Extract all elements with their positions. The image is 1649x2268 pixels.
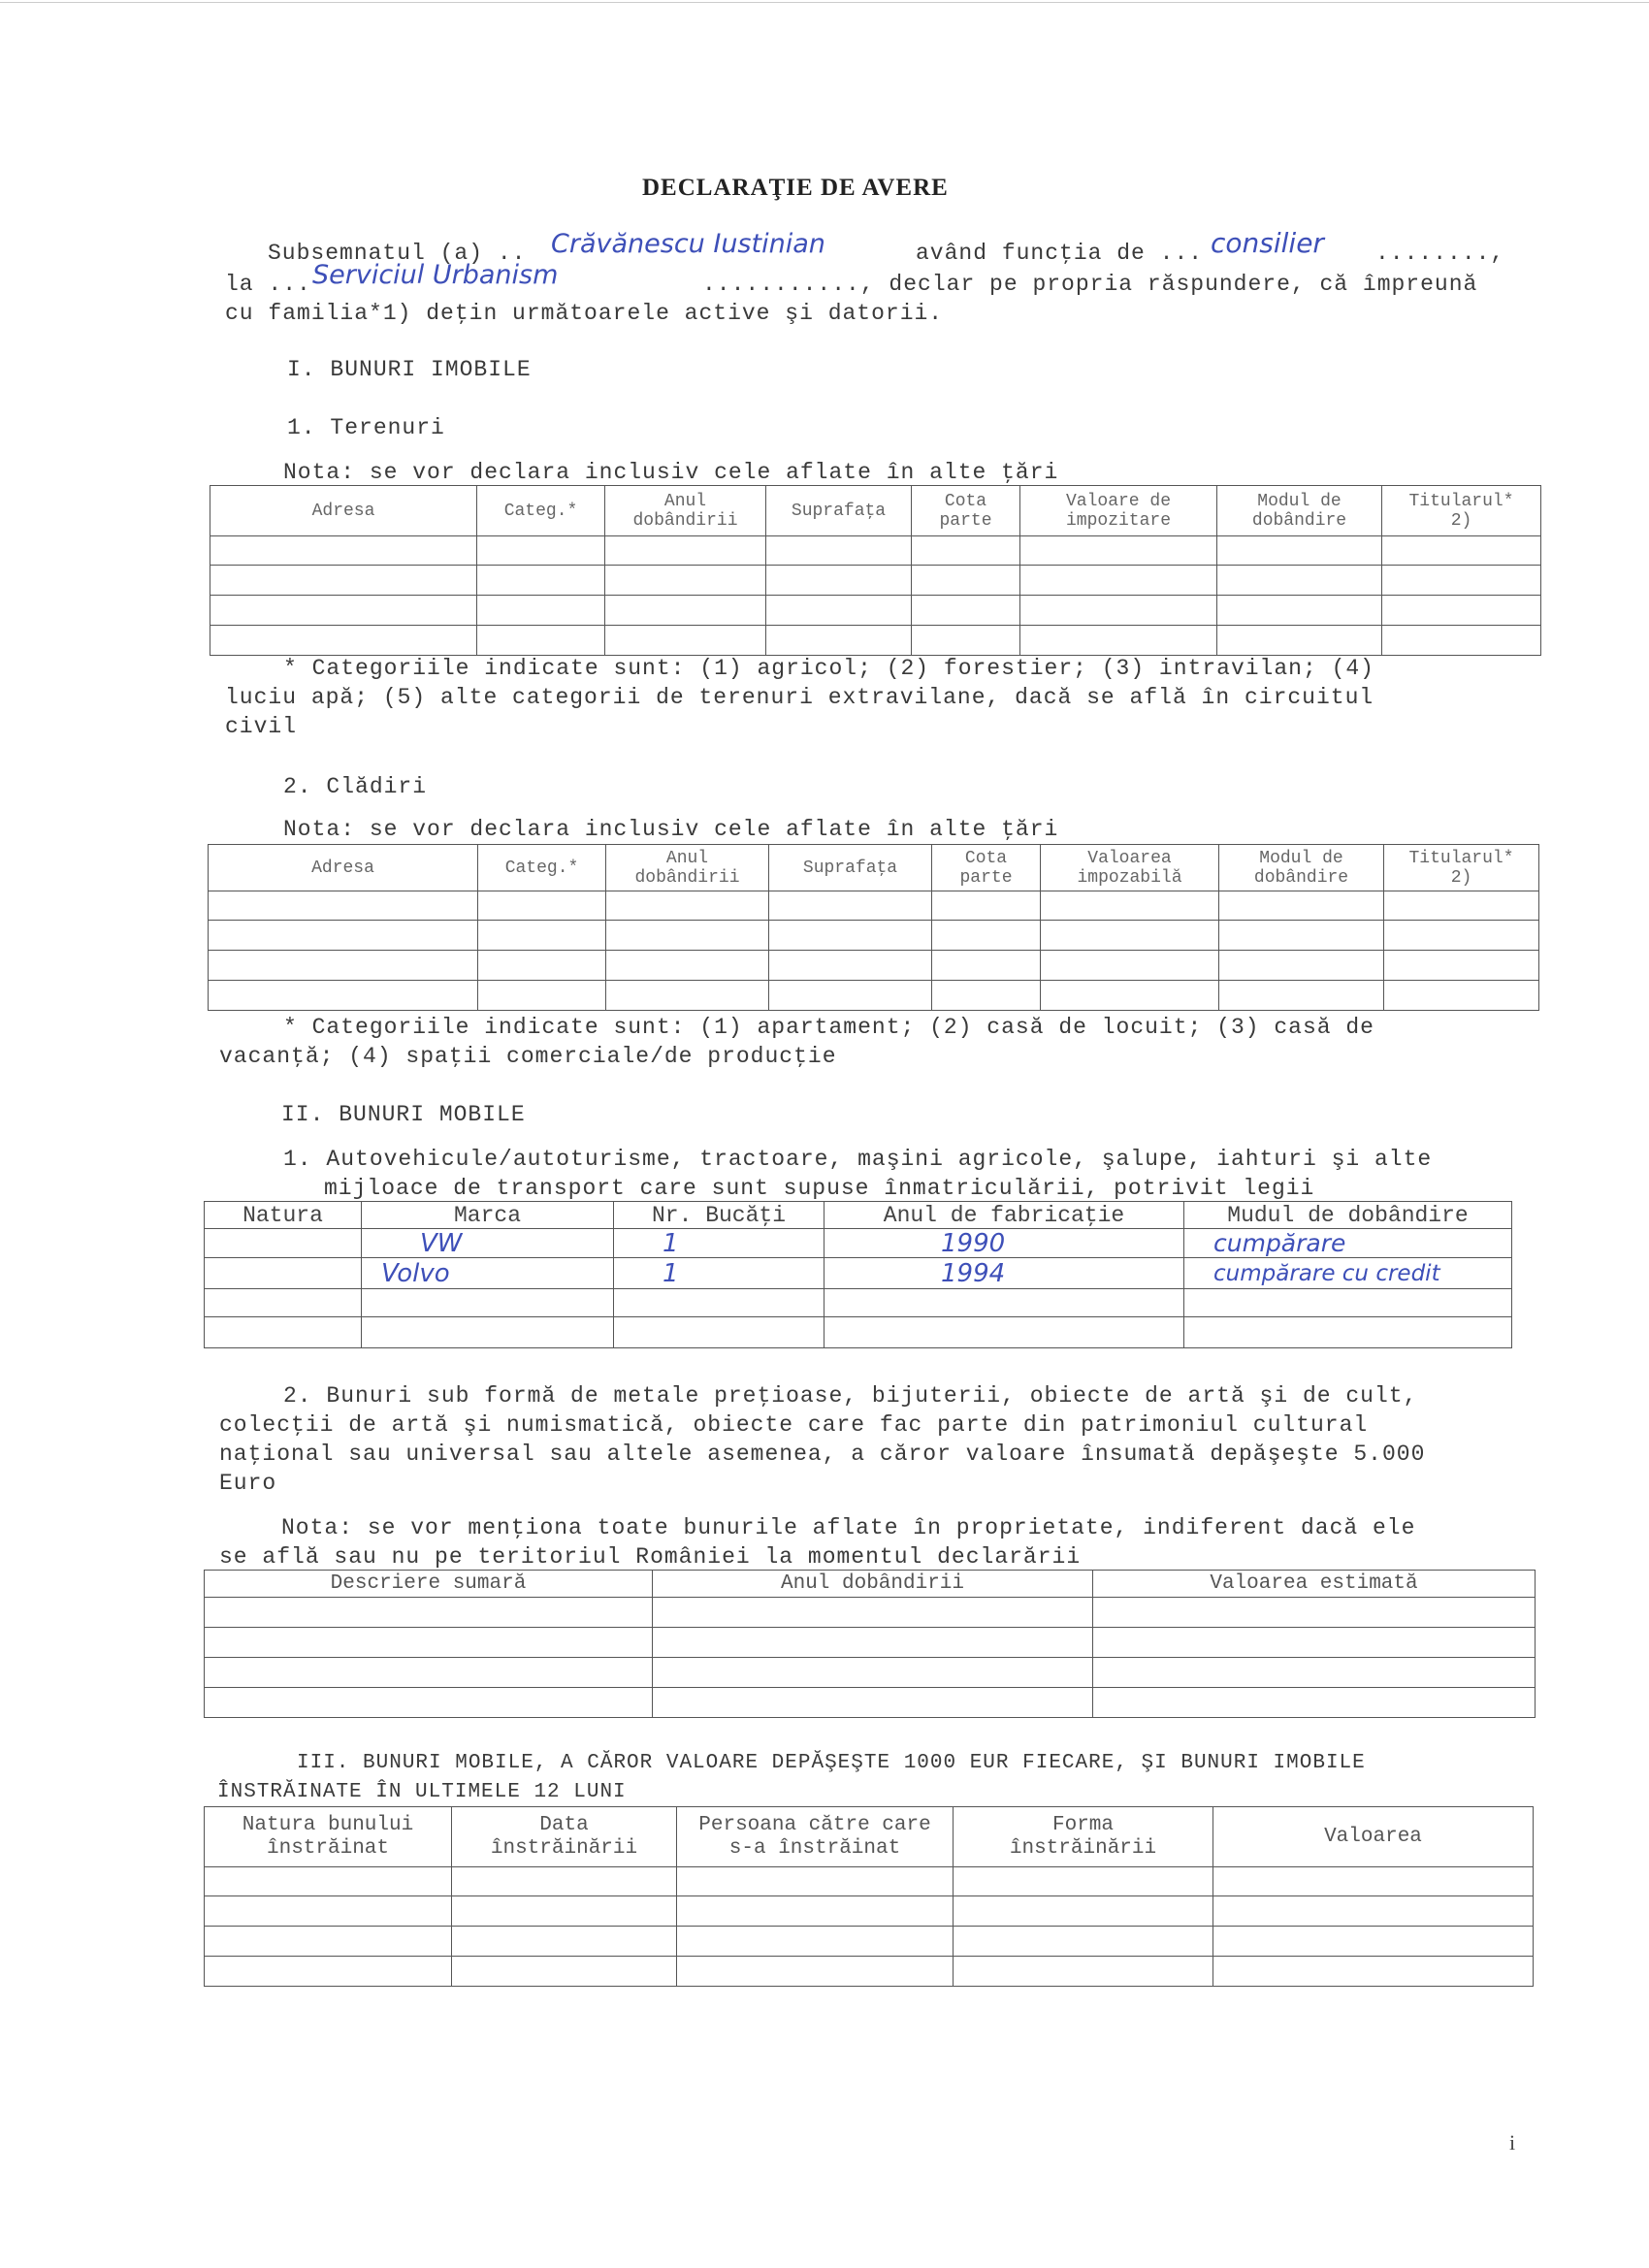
terenuri-col-header: Suprafaţa [766,486,912,536]
declarant-function[interactable]: consilier [1211,227,1324,259]
alienated-empty-row[interactable] [205,1867,1534,1896]
alienated-empty-row[interactable] [205,1896,1534,1927]
valuables-header-row [205,1571,1536,1598]
alienated-goods-table [204,1806,1534,1987]
intro-line2-prefix: la ... [225,272,311,297]
vehicles-col-header: Marca [362,1202,614,1229]
cladiri-col-header: Adresa [209,845,478,891]
terenuri-footnote-line: * Categoriile indicate sunt: (1) agricol; (2) forestier; (3) intravilan; (4) [283,656,1374,681]
alienated-empty-row[interactable] [205,1927,1534,1957]
terenuri-subheading: 1. Terenuri [287,415,445,440]
cladiri-col-header: Anul dobândirii [606,845,769,891]
terenuri-footnote-line: civil [225,714,298,739]
valuables-text-line: colecţii de artă şi numismatică, obiecte care fac parte din patrimoniul cultural [219,1412,1369,1438]
vehicle-an-cell[interactable]: 1994 [824,1258,1184,1289]
terenuri-empty-row[interactable] [210,596,1541,626]
cladiri-table [208,844,1539,1011]
vehicle-an-cell[interactable]: 1990 [824,1229,1184,1258]
cladiri-note: Nota: se vor declara inclusiv cele aflate în alte ţări [283,817,1059,842]
declarant-name[interactable]: Crăvănescu Iustinian [551,229,825,259]
valuables-empty-row[interactable] [205,1628,1536,1658]
alienated-col-header: Data înstrăinării [452,1807,677,1867]
declarant-institution[interactable]: Serviciul Urbanism [312,260,559,290]
valuables-text-line: 2. Bunuri sub formă de metale preţioase, bijuterii, obiecte de artă şi de cult, [283,1383,1418,1409]
intro-line3: cu familia*1) deţin următoarele active şi datorii. [225,301,944,326]
vehicle-empty-row[interactable] [205,1317,1512,1348]
intro-line1-mid: având funcţia de ... [916,241,1204,266]
intro-line1-prefix: Subsemnatul (a) .. [268,241,527,266]
valuables-note-line: se află sau nu pe teritoriul României la momentul declarării [219,1544,1082,1570]
vehicles-col-header: Natura [205,1202,362,1229]
cladiri-col-header: Valoarea impozabilă [1041,845,1219,891]
valuables-col-header: Anul dobândirii [653,1571,1093,1598]
document-title: DECLARAŢIE DE AVERE [642,175,949,201]
cladiri-subheading: 2. Clădiri [283,774,428,799]
valuables-note-line: Nota: se vor menţiona toate bunurile aflate în proprietate, indiferent dacă ele [281,1515,1416,1540]
terenuri-col-header: Valoare de impozitare [1020,486,1217,536]
terenuri-col-header: Anul dobândirii [605,486,766,536]
vehicle-bucati-cell[interactable]: 1 [614,1258,824,1289]
scan-edge-line [0,2,1649,3]
vehicle-empty-row[interactable] [205,1289,1512,1317]
terenuri-col-header: Cota parte [912,486,1020,536]
cladiri-header-row [209,845,1539,891]
terenuri-col-header: Modul de dobândire [1217,486,1382,536]
section-1-heading: I. BUNURI IMOBILE [287,357,532,382]
valuables-table [204,1570,1536,1718]
cladiri-empty-row[interactable] [209,981,1539,1011]
valuables-empty-row[interactable] [205,1598,1536,1628]
vehicle-marca-cell[interactable]: Volvo [362,1258,614,1289]
vehicles-header-row [205,1202,1512,1229]
terenuri-footnote-line: luciu apă; (5) alte categorii de terenuri extravilane, dacă se află în circuitul [225,685,1374,710]
cladiri-col-header: Categ.* [478,845,606,891]
cladiri-col-header: Titularul* 2) [1384,845,1539,891]
vehicle-mod-cell[interactable]: cumpărare cu credit [1184,1258,1512,1289]
terenuri-note: Nota: se vor declara inclusiv cele aflate în alte ţări [283,460,1059,485]
terenuri-header-row [210,486,1541,536]
intro-line2-mid: ..........., declar pe propria răspundere, că împreună [702,272,1478,297]
vehicle-row[interactable] [205,1258,1512,1289]
cladiri-col-header: Suprafaţa [769,845,932,891]
section-2-heading: II. BUNURI MOBILE [281,1102,526,1127]
vehicle-marca-cell[interactable]: VW [362,1229,614,1258]
valuables-text-line: naţional sau universal sau altele asemenea, a căror valoare însumată depăşeşte 5.000 [219,1442,1426,1467]
valuables-col-header: Valoarea estimată [1093,1571,1536,1598]
page-number: i [1509,2130,1516,2155]
terenuri-table [210,485,1541,656]
cladiri-col-header: Modul de dobândire [1219,845,1384,891]
terenuri-empty-row[interactable] [210,566,1541,596]
vehicle-natura-cell[interactable] [205,1258,362,1289]
vehicle-bucati-cell[interactable]: 1 [614,1229,824,1258]
vehicles-text-line: 1. Autovehicule/autoturisme, tractoare, maşini agricole, şalupe, iahturi şi alte [283,1147,1433,1172]
cladiri-empty-row[interactable] [209,951,1539,981]
vehicles-col-header: Anul de fabricaţie [824,1202,1184,1229]
section-3-heading-line: III. BUNURI MOBILE, A CĂROR VALOARE DEPĂŞEŞTE 1000 EUR FIECARE, ŞI BUNURI IMOBILE [297,1752,1366,1774]
alienated-col-header: Natura bunului înstrăinat [205,1807,452,1867]
vehicles-table [204,1201,1512,1348]
valuables-col-header: Descriere sumară [205,1571,653,1598]
vehicles-text-line: mijloace de transport care sunt supuse înmatriculării, potrivit legii [324,1176,1315,1201]
terenuri-empty-row[interactable] [210,536,1541,566]
alienated-col-header: Valoarea [1213,1807,1534,1867]
alienated-col-header: Persoana către care s-a înstrăinat [677,1807,954,1867]
cladiri-empty-row[interactable] [209,891,1539,921]
alienated-header-row [205,1807,1534,1867]
section-3-heading-line: ÎNSTRĂINATE ÎN ULTIMELE 12 LUNI [217,1781,627,1803]
intro-line1-end: ........, [1375,241,1505,266]
cladiri-empty-row[interactable] [209,921,1539,951]
vehicle-natura-cell[interactable] [205,1229,362,1258]
cladiri-footnote-line: vacanţă; (4) spaţii comerciale/de producţie [219,1044,837,1069]
terenuri-empty-row[interactable] [210,626,1541,656]
terenuri-col-header: Categ.* [477,486,605,536]
valuables-empty-row[interactable] [205,1658,1536,1688]
vehicle-mod-cell[interactable]: cumpărare [1184,1229,1512,1258]
alienated-col-header: Forma înstrăinării [954,1807,1213,1867]
valuables-empty-row[interactable] [205,1688,1536,1718]
terenuri-col-header: Titularul* 2) [1382,486,1541,536]
vehicles-col-header: Nr. Bucăţi [614,1202,824,1229]
cladiri-footnote-line: * Categoriile indicate sunt: (1) apartament; (2) casă de locuit; (3) casă de [283,1015,1374,1040]
vehicles-col-header: Mudul de dobândire [1184,1202,1512,1229]
alienated-empty-row[interactable] [205,1957,1534,1987]
valuables-text-line: Euro [219,1471,277,1496]
cladiri-col-header: Cota parte [932,845,1041,891]
terenuri-col-header: Adresa [210,486,477,536]
vehicle-row[interactable] [205,1229,1512,1258]
